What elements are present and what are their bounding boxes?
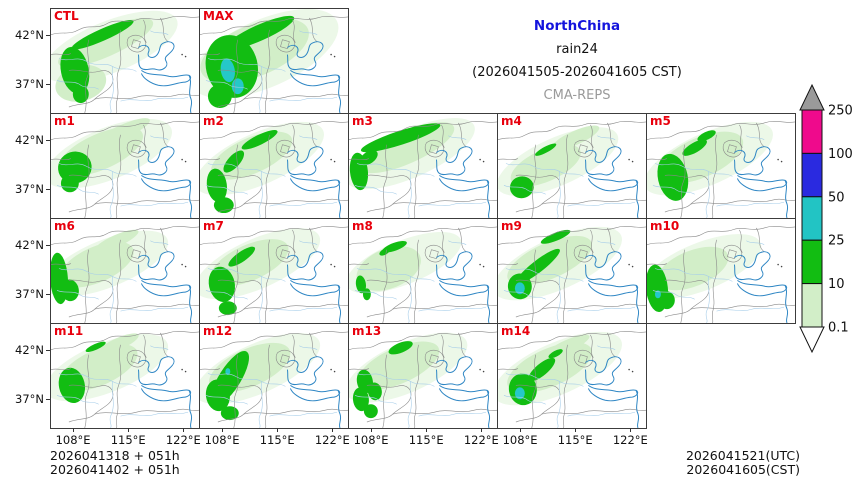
y-tick-label: 37°N — [15, 181, 44, 196]
panel-m8 — [348, 218, 498, 324]
panel-label: m7 — [203, 219, 224, 233]
precip-map — [51, 114, 199, 218]
panel-m2 — [199, 113, 349, 219]
panel-label: m11 — [54, 324, 84, 338]
panel-label: m12 — [203, 324, 233, 338]
x-tick-mark — [426, 428, 427, 432]
panel-m3 — [348, 113, 498, 219]
x-tick-label: 122°E — [463, 433, 499, 447]
x-tick-label: 108°E — [55, 433, 91, 447]
y-tick-mark — [46, 350, 50, 351]
init-time-line: 2026041318 + 051h — [50, 448, 180, 463]
panel-label: MAX — [203, 9, 234, 23]
y-tick-label: 42°N — [15, 133, 44, 148]
y-tick-mark — [46, 35, 50, 36]
panel-m6 — [50, 218, 200, 324]
title-period: (2026041505-2026041605 CST) — [472, 65, 682, 80]
x-tick-mark — [481, 428, 482, 432]
precip-map — [51, 219, 199, 323]
panel-m1 — [50, 113, 200, 219]
x-tick-label: 115°E — [408, 433, 444, 447]
precip-map — [498, 219, 646, 323]
footer-init-times — [50, 449, 180, 476]
x-tick-label: 108°E — [502, 433, 538, 447]
valid-time-line: 2026041605(CST) — [686, 461, 800, 477]
panel-CTL — [50, 8, 200, 114]
x-tick-label: 108°E — [204, 433, 240, 447]
panel-label: m8 — [352, 219, 373, 233]
x-tick-mark — [630, 428, 631, 432]
panel-label: m1 — [54, 114, 75, 128]
precip-map — [200, 9, 348, 113]
panel-label: m4 — [501, 114, 522, 128]
precip-map — [51, 9, 199, 113]
valid-time-line: 2026041521(UTC) — [685, 448, 800, 463]
x-tick-mark — [128, 428, 129, 432]
y-tick-label: 37°N — [15, 286, 44, 301]
colorbar-tick-label: 50 — [828, 190, 845, 206]
precip-map — [349, 114, 497, 218]
panel-m13 — [348, 323, 498, 429]
precip-map — [200, 219, 348, 323]
panel-label: m5 — [650, 114, 671, 128]
panel-m4 — [497, 113, 647, 219]
x-tick-mark — [332, 428, 333, 432]
x-tick-label: 108°E — [353, 433, 389, 447]
panel-label: m6 — [54, 219, 75, 233]
colorbar-segment — [802, 110, 822, 153]
x-tick-mark — [371, 428, 372, 432]
panel-label: m2 — [203, 114, 224, 128]
x-tick-mark — [277, 428, 278, 432]
x-tick-mark — [520, 428, 521, 432]
title-region: NorthChina — [533, 18, 621, 34]
footer-valid-times — [560, 449, 800, 476]
y-tick-mark — [46, 189, 50, 190]
y-tick-mark — [46, 399, 50, 400]
panel-label: m13 — [352, 324, 382, 338]
y-tick-label: 37°N — [15, 391, 44, 406]
title-block — [352, 18, 802, 103]
colorbar-tick-label: 25 — [828, 233, 845, 249]
precip-map — [647, 114, 795, 218]
x-tick-mark — [183, 428, 184, 432]
y-tick-mark — [46, 84, 50, 85]
x-tick-label: 122°E — [165, 433, 201, 447]
colorbar-tick-label: 10 — [828, 277, 845, 293]
x-tick-label: 115°E — [557, 433, 593, 447]
panel-m11 — [50, 323, 200, 429]
colorbar-tick-label: 0.1 — [828, 320, 849, 336]
x-tick-label: 115°E — [259, 433, 295, 447]
precip-map — [498, 114, 646, 218]
y-tick-label: 37°N — [15, 76, 44, 91]
panel-label: m3 — [352, 114, 373, 128]
y-tick-mark — [46, 140, 50, 141]
colorbar-segment — [802, 197, 822, 240]
precip-map — [647, 219, 795, 323]
x-tick-label: 115°E — [110, 433, 146, 447]
panel-label: m10 — [650, 219, 680, 233]
panel-m14 — [497, 323, 647, 429]
y-tick-label: 42°N — [15, 343, 44, 358]
panel-m5 — [646, 113, 796, 219]
panel-MAX — [199, 8, 349, 114]
panel-label: m9 — [501, 219, 522, 233]
panel-label: CTL — [54, 9, 79, 23]
precip-map — [349, 219, 497, 323]
colorbar-tick-label: 100 — [828, 146, 853, 162]
panel-m10 — [646, 218, 796, 324]
y-tick-mark — [46, 294, 50, 295]
x-tick-mark — [222, 428, 223, 432]
precip-map — [498, 324, 646, 428]
init-time-line: 2026041402 + 051h — [50, 461, 180, 477]
precip-map — [51, 324, 199, 428]
colorbar-over-arrow — [800, 85, 824, 110]
colorbar-segment — [802, 153, 822, 196]
title-variable: rain24 — [556, 42, 598, 57]
colorbar-tick-label: 250 — [828, 103, 853, 119]
panel-m12 — [199, 323, 349, 429]
panel-m9 — [497, 218, 647, 324]
precip-map — [349, 324, 497, 428]
y-tick-label: 42°N — [15, 28, 44, 43]
colorbar-segment — [802, 240, 822, 283]
panel-label: m14 — [501, 324, 531, 338]
title-model: CMA-REPS — [543, 88, 611, 103]
precip-map — [200, 114, 348, 218]
colorbar-segment — [802, 284, 822, 327]
x-tick-mark — [575, 428, 576, 432]
y-tick-label: 42°N — [15, 238, 44, 253]
precip-map — [200, 324, 348, 428]
y-tick-mark — [46, 245, 50, 246]
colorbar-under-arrow — [800, 327, 824, 352]
panel-m7 — [199, 218, 349, 324]
x-tick-mark — [73, 428, 74, 432]
colorbar — [795, 78, 860, 363]
x-tick-label: 122°E — [314, 433, 350, 447]
x-tick-label: 122°E — [612, 433, 648, 447]
